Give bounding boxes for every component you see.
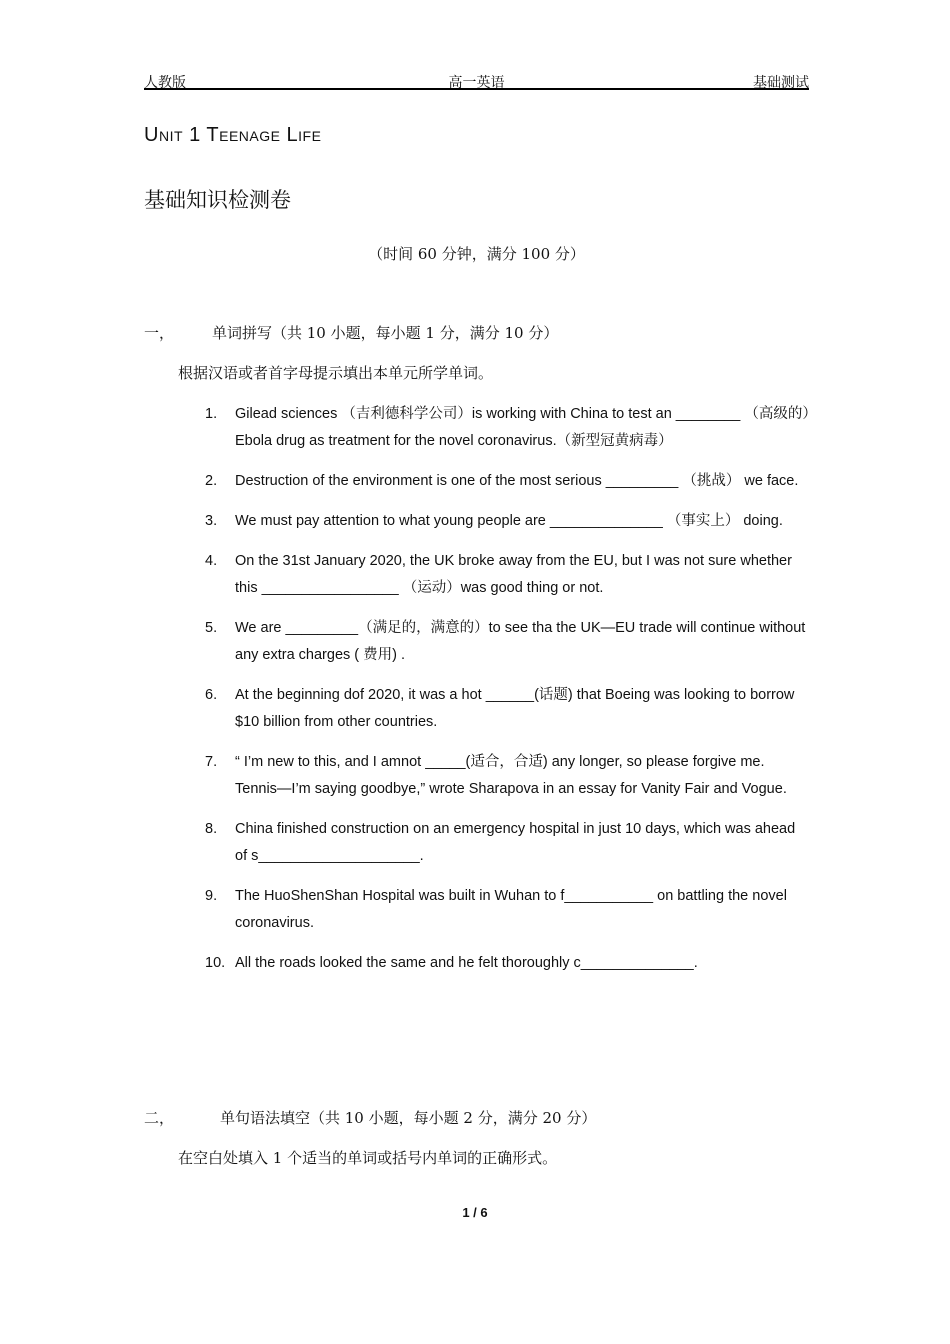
question-text: At the beginning dof 2020, it was a hot ______(话题) that Boeing was looking to borrow $10 billion from other countries. xyxy=(235,687,795,730)
unit-title: UNIT 1 TEENAGE LIFE xyxy=(144,124,322,146)
question-item xyxy=(205,468,810,495)
question-number: 7. xyxy=(205,754,218,770)
question-text: We are _________（满足的，满意的）to see tha the UK—EU trade will continue without any extra charges ( 费用) . xyxy=(235,620,806,663)
question-number: 3. xyxy=(205,513,218,529)
section-2-instruction: 在空白处填入 1 个适当的单词或括号内单词的正确形式。 xyxy=(178,1149,558,1167)
question-number: 5. xyxy=(205,620,218,636)
question-number: 2. xyxy=(205,473,218,489)
question-number: 9. xyxy=(205,888,218,904)
question-text: On the 31st January 2020, the UK broke away from the EU, but I was not sure whether this _________________ （运动）was good thing or not. xyxy=(235,553,792,596)
page-number: 1 / 6 xyxy=(462,1205,488,1220)
header-left: 人教版 xyxy=(144,74,186,90)
test-subtitle: 基础知识检测卷 xyxy=(144,188,291,212)
header-right: 基础测试 xyxy=(753,74,809,90)
question-item xyxy=(205,401,810,455)
question-text: Gilead sciences （吉利德科学公司）is working with China to test an ________ （高级的）Ebola drug as treatment for the novel coronavirus.（新型冠黄病毒） xyxy=(235,406,810,449)
section-2-title: 单句语法填空（共 10 小题，每小题 2 分，满分 20 分） xyxy=(220,1109,597,1127)
question-text: All the roads looked the same and he felt thoroughly c______________. xyxy=(235,955,698,971)
question-text: Destruction of the environment is one of the most serious _________ （挑战） we face. xyxy=(235,473,799,489)
section-2-number: 二， xyxy=(144,1109,175,1127)
section-1-number: 一， xyxy=(144,324,175,342)
question-item xyxy=(205,508,810,535)
header-rule xyxy=(144,88,809,90)
question-text: “ I’m new to this, and I amnot _____(适合，合适) any longer, so please forgive me. Tennis—I’m saying goodbye,” wrote Sharapova in an essay for Vanity Fair and Vogue. xyxy=(235,754,787,797)
question-number: 6. xyxy=(205,687,218,703)
question-item xyxy=(205,548,810,602)
question-item xyxy=(205,883,810,937)
question-number: 1. xyxy=(205,406,218,422)
section-1-instruction: 根据汉语或者首字母提示填出本单元所学单词。 xyxy=(178,364,494,382)
question-list xyxy=(205,401,810,990)
question-item xyxy=(205,950,810,977)
question-text: China finished construction on an emergency hospital in just 10 days, which was ahead of s____________________. xyxy=(235,821,796,864)
question-item xyxy=(205,749,810,803)
section-2-heading xyxy=(144,1107,597,1128)
time-and-score-note: （时间 60 分钟，满分 100 分） xyxy=(368,245,585,263)
question-number: 8. xyxy=(205,821,218,837)
section-1-title: 单词拼写（共 10 小题，每小题 1 分，满分 10 分） xyxy=(212,324,559,342)
question-number: 4. xyxy=(205,553,218,569)
question-text: The HuoShenShan Hospital was built in Wuhan to f___________ on battling the novel coronavirus. xyxy=(235,888,787,931)
question-item xyxy=(205,615,810,669)
section-1-heading xyxy=(144,322,559,343)
question-text: We must pay attention to what young people are ______________ （事实上） doing. xyxy=(235,513,783,529)
question-item xyxy=(205,816,810,870)
question-item xyxy=(205,682,810,736)
header-center: 高一英语 xyxy=(448,74,505,90)
question-number: 10. xyxy=(205,955,226,971)
